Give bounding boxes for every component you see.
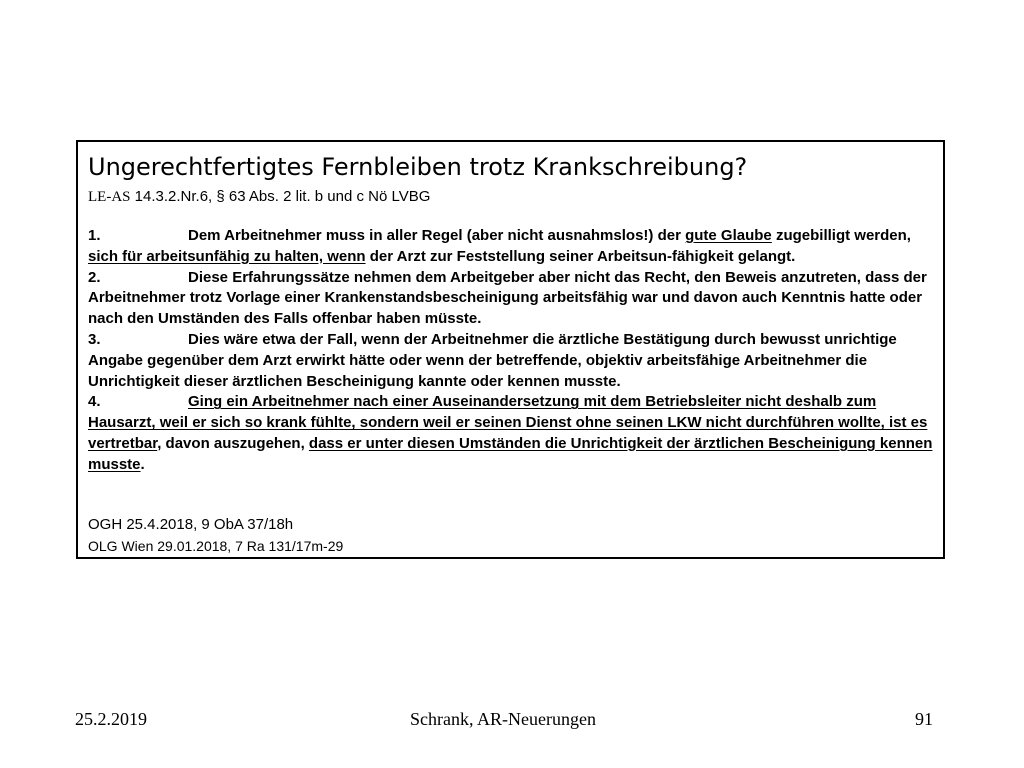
paragraph-text: der Arzt zur Feststellung seiner Arbeitsun-fähigkeit gelangt.: [365, 247, 796, 265]
paragraph-text: .: [140, 455, 145, 473]
paragraph-1: [88, 226, 940, 268]
slide-title: Ungerechtfertigtes Fernbleiben trotz Krankschreibung?: [88, 153, 748, 181]
footer-author-title: Schrank, AR-Neuerungen: [410, 709, 596, 729]
paragraph-text-underlined: Ging ein Arbeitnehmer nach einer Auseinandersetzung mit dem Betriebsleiter nicht deshalb zum Hausarzt, weil er sich so krank fühlte, sondern weil er seinen Dienst ohne seinen LKW nicht durchführen wollte, ist es vertretbar: [88, 393, 928, 452]
paragraph-text: , davon auszugehen,: [157, 434, 309, 452]
paragraph-3: [88, 330, 940, 392]
page-number: 91: [915, 709, 933, 729]
paragraph-text-underlined: gute Glaube: [685, 227, 772, 244]
paragraph-text: Dies wäre etwa der Fall, wenn der Arbeitnehmer die ärztliche Bestätigung durch bewusst unrichtige Angabe gegenüber dem Arzt erwirkt hätte oder wenn der betreffende, objektiv arbeitsfähige Arbeitnehmer die Unrichtigkeit dieser ärztlichen Bescheinigung kannte oder kennen musste.: [88, 330, 897, 390]
paragraph-text: Diese Erfahrungssätze nehmen dem Arbeitgeber aber nicht das Recht, den Beweis anzutreten, dass der Arbeitnehmer trotz Vorlage einer Krankenstandsbescheinigung arbeitsfähig war und davon auch Kenntnis hatte oder nach den Umständen des Falls offenbar haben müsste.: [88, 268, 927, 328]
paragraph-text-underlined: dass er unter diesen Umständen die Unrichtigkeit der ärztlichen Bescheinigung kennen musste: [88, 434, 933, 473]
footer-date: 25.2.2019: [75, 709, 147, 729]
paragraph-number: 4.: [88, 393, 101, 411]
subtitle-reference: 14.3.2.Nr.6, § 63 Abs. 2 lit. b und c Nö LVBG: [130, 188, 431, 205]
paragraph-2: [88, 268, 940, 330]
slide-subtitle: [88, 187, 430, 207]
paragraph-text-underlined: sich für arbeitsunfähig zu halten, wenn: [88, 247, 366, 265]
citation-ogh: OGH 25.4.2018, 9 ObA 37/18h: [88, 516, 294, 533]
paragraph-text: Dem Arbeitnehmer muss in aller Regel (aber nicht ausnahmslos!) der: [188, 227, 686, 244]
paragraph-list: [88, 226, 940, 476]
citation-olg: OLG Wien 29.01.2018, 7 Ra 131/17m-29: [88, 538, 344, 554]
paragraph-number: 1.: [88, 227, 101, 244]
paragraph-text: zugebilligt werden,: [771, 227, 911, 244]
paragraph-number: 2.: [88, 268, 101, 286]
subtitle-prefix: LE-AS: [88, 189, 131, 205]
paragraph-4: [88, 392, 940, 475]
paragraph-number: 3.: [88, 330, 101, 348]
